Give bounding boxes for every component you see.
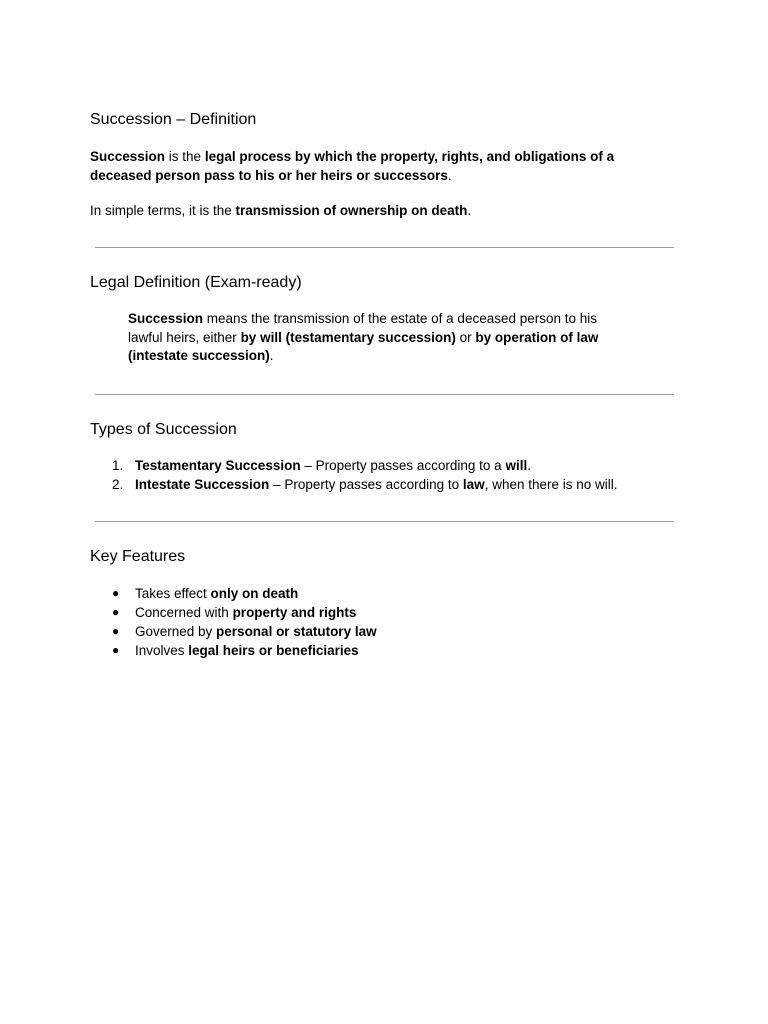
heading-legal-definition: Legal Definition (Exam-ready) xyxy=(90,274,302,291)
text: . xyxy=(269,348,274,363)
heading-types-of-succession: Types of Succession xyxy=(90,421,237,438)
term-succession: Succession xyxy=(90,149,166,164)
item-term: Testamentary Succession xyxy=(135,458,301,473)
item-text: , when there is no will. xyxy=(484,477,618,492)
item-bold: will xyxy=(505,458,528,473)
item-term: Intestate Succession xyxy=(135,477,270,492)
text: In simple terms, it is the xyxy=(90,203,236,218)
bullet-icon: ● xyxy=(112,624,120,638)
text: or xyxy=(455,329,476,345)
list-number: 1. xyxy=(112,458,124,473)
list-item xyxy=(90,475,618,494)
item-bold: law xyxy=(462,477,485,492)
item-text: – Property passes according to xyxy=(269,477,463,492)
definition-bold: legal process by which the property, rights, and obligations of a deceased person pass to his or her heirs or successors xyxy=(90,149,615,183)
law-bold: by operation of law (intestate succession) xyxy=(128,329,599,363)
text: is the xyxy=(165,149,205,164)
item-text: Takes effect xyxy=(135,586,211,601)
divider xyxy=(95,521,674,522)
list-number: 2. xyxy=(112,477,124,492)
text: . xyxy=(467,203,472,218)
term-succession: Succession xyxy=(128,311,204,326)
definition-paragraph xyxy=(90,147,650,185)
simple-terms-paragraph xyxy=(90,201,650,220)
item-text: Involves xyxy=(135,643,189,658)
list-item xyxy=(90,641,377,660)
list-item xyxy=(90,603,377,622)
simple-terms-bold: transmission of ownership on death xyxy=(235,203,468,218)
will-bold: by will (testamentary succession) xyxy=(240,329,456,345)
text: means the transmission of the estate of a deceased person to his lawful heirs, either xyxy=(128,311,598,345)
list-item xyxy=(90,622,377,641)
item-bold: only on death xyxy=(210,586,299,601)
divider xyxy=(95,394,674,395)
types-list xyxy=(90,456,618,494)
list-item xyxy=(90,584,377,603)
item-text: . xyxy=(527,458,531,473)
legal-definition-quote xyxy=(128,310,628,366)
item-bold: property and rights xyxy=(232,605,357,620)
list-item xyxy=(90,456,618,475)
heading-succession-definition: Succession – Definition xyxy=(90,111,257,128)
item-text: Governed by xyxy=(135,624,217,639)
divider xyxy=(95,247,674,248)
item-bold: legal heirs or beneficiaries xyxy=(188,643,359,658)
text: . xyxy=(447,168,452,183)
bullet-icon: ● xyxy=(112,643,120,657)
heading-key-features: Key Features xyxy=(90,548,186,565)
item-bold: personal or statutory law xyxy=(216,624,377,639)
item-text: – Property passes according to a xyxy=(300,458,506,473)
item-text: Concerned with xyxy=(135,605,233,620)
features-list xyxy=(90,584,377,660)
bullet-icon: ● xyxy=(112,586,120,600)
bullet-icon: ● xyxy=(112,605,120,619)
